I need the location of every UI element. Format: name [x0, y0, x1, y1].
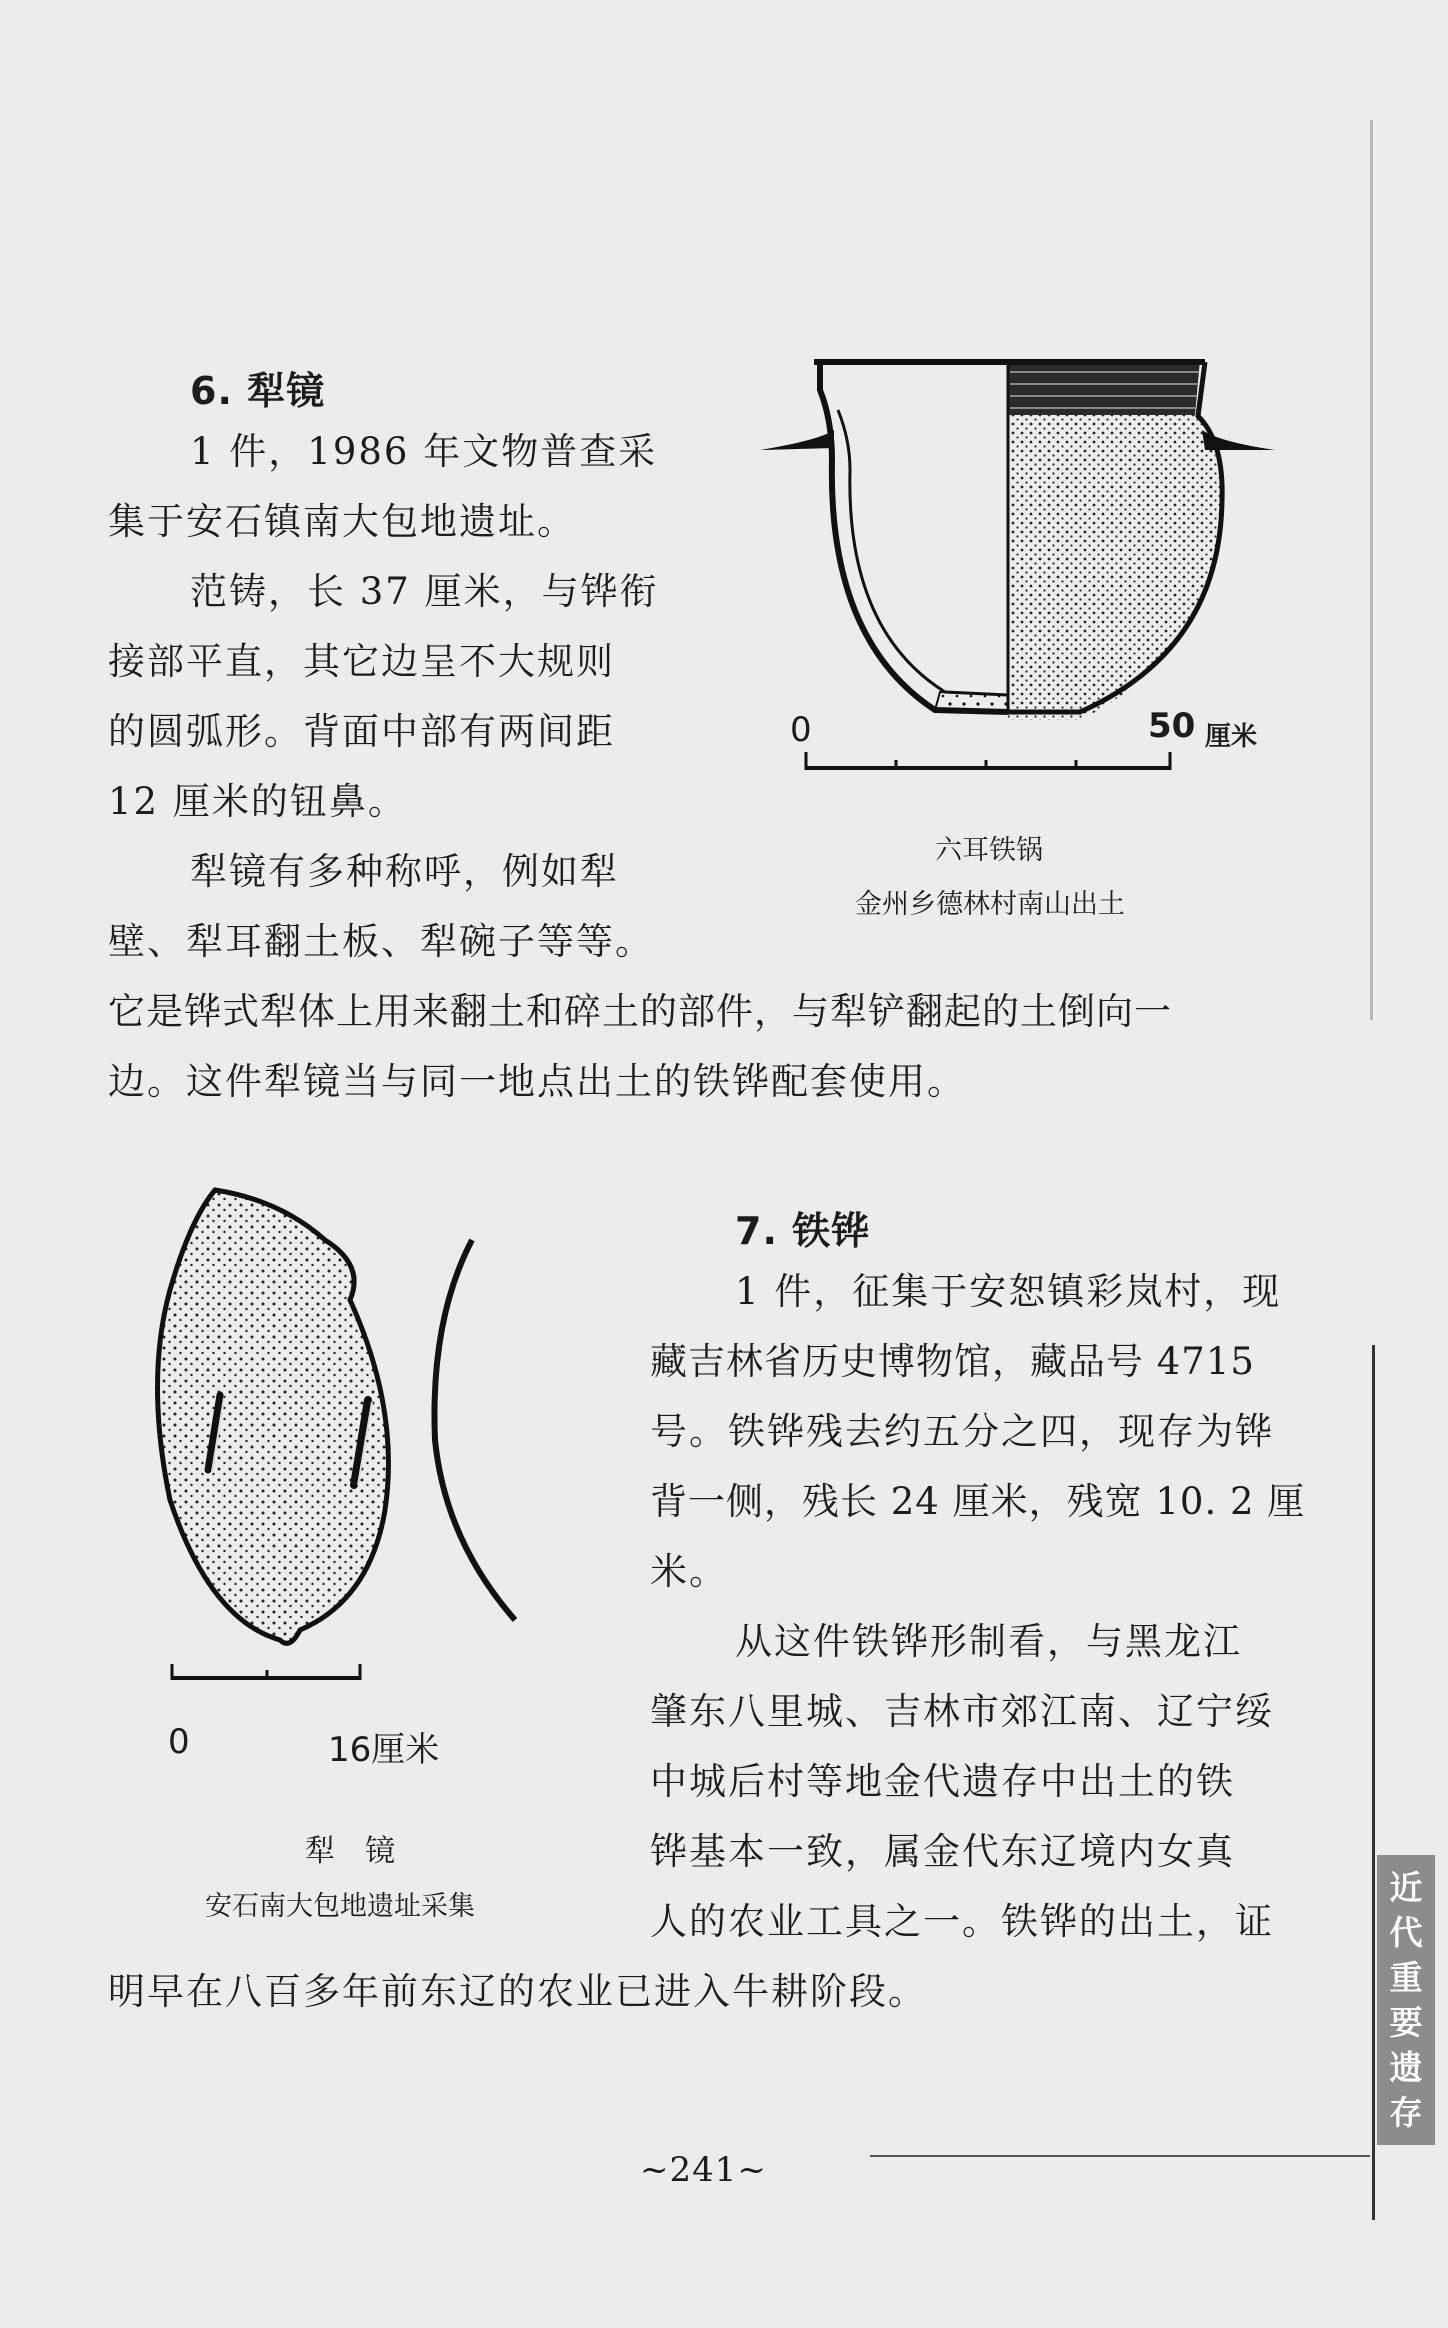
margin-rule-top — [1370, 120, 1373, 1020]
pot-scale-end: 50 — [1148, 706, 1196, 746]
s7-line-8: 中城后村等地金代遗存中出土的铁 — [650, 1760, 1235, 1803]
pot-scale-start: 0 — [790, 710, 812, 750]
s6-line-1: 1 件，1986 年文物普查采 — [190, 430, 658, 473]
side-tab-char: 存 — [1389, 2093, 1423, 2132]
s7-line-6: 从这件铁铧形制看，与黑龙江 — [735, 1620, 1242, 1663]
side-tab-char: 重 — [1389, 1958, 1423, 1997]
footer-rule — [870, 2155, 1370, 2157]
plow-scale-start: 0 — [168, 1722, 190, 1762]
side-tab-char: 代 — [1389, 1913, 1423, 1952]
plow-caption-title: 犁 镜 — [305, 1834, 395, 1869]
chapter-side-tab — [1377, 1855, 1435, 2145]
s7-line-4: 背一侧，残长 24 厘米，残宽 10. 2 厘 — [650, 1480, 1306, 1523]
section-7-heading: 7. 铁铧 — [735, 1209, 871, 1253]
s7-line-10: 人的农业工具之一。铁铧的出土，证 — [650, 1900, 1274, 1943]
section-6-heading: 6. 犁镜 — [190, 369, 326, 413]
side-tab-char: 遗 — [1389, 2048, 1423, 2087]
s6-line-8: 壁、犁耳翻土板、犁碗子等等。 — [108, 920, 654, 963]
s6-line-7: 犁镜有多种称呼，例如犁 — [190, 850, 619, 893]
pot-caption-title: 六耳铁锅 — [935, 835, 1043, 866]
s6-line-3: 范铸，长 37 厘米，与铧衔 — [190, 570, 659, 613]
plow-mirror-illustration — [150, 1180, 550, 1690]
s7-line-1: 1 件，征集于安恕镇彩岚村，现 — [735, 1270, 1282, 1313]
page-number: ~241~ — [640, 2150, 767, 2190]
s6-line-4: 接部平直，其它边呈不大规则 — [108, 640, 615, 683]
pot-caption-source: 金州乡德林村南山出土 — [855, 889, 1125, 920]
plow-scale-end: 16厘米 — [328, 1730, 440, 1770]
s6-line-5: 的圆弧形。背面中部有两间距 — [108, 710, 615, 753]
side-tab-char: 要 — [1389, 2003, 1423, 2042]
s6-line-9: 它是铧式犁体上用来翻土和碎土的部件，与犁铲翻起的土倒向一 — [108, 990, 1172, 1033]
s7-line-3: 号。铁铧残去约五分之四，现存为铧 — [650, 1410, 1274, 1453]
side-tab-char: 近 — [1389, 1868, 1423, 1907]
s7-line-2: 藏吉林省历史博物馆，藏品号 4715 — [650, 1340, 1255, 1383]
s6-line-10: 边。这件犁镜当与同一地点出土的铁铧配套使用。 — [108, 1060, 966, 1103]
s6-line-2: 集于安石镇南大包地遗址。 — [108, 500, 576, 543]
pot-scale-unit: 厘米 — [1205, 722, 1258, 752]
s6-line-6: 12 厘米的钮鼻。 — [108, 780, 407, 823]
plow-caption-source: 安石南大包地遗址采集 — [205, 1891, 475, 1922]
s7-line-7: 肇东八里城、吉林市郊江南、辽宁绥 — [650, 1690, 1274, 1733]
s7-line-11: 明早在八百多年前东辽的农业已进入牛耕阶段。 — [108, 1970, 927, 2013]
margin-rule-bottom — [1372, 1345, 1375, 2220]
s7-line-5: 米。 — [650, 1550, 728, 1593]
s7-line-9: 铧基本一致，属金代东辽境内女真 — [650, 1830, 1235, 1873]
